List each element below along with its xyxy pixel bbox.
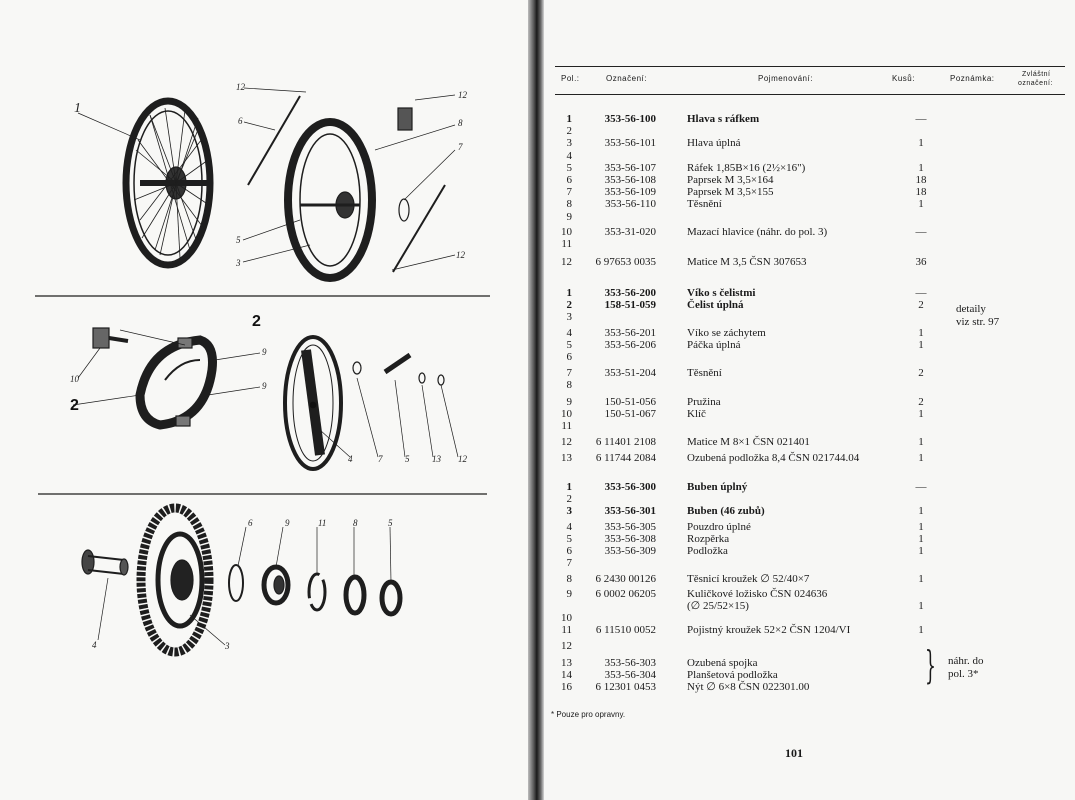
cell-code: 353-31-020 [604, 225, 656, 238]
cell-qty: 1 [918, 407, 924, 420]
callout-13: 13 [432, 454, 441, 464]
cell-name: Páčka úplná [687, 338, 741, 351]
cell-qty: — [915, 113, 927, 125]
cell-pos: 10 [561, 407, 572, 420]
cell-name: Těsnění [687, 367, 722, 380]
table-row [0, 505, 1075, 518]
table-row [0, 174, 1075, 187]
cell-pos: 11 [561, 420, 572, 432]
callout-3b: 3 [225, 641, 230, 651]
cell-name: Hlava s ráfkem [687, 113, 760, 125]
cell-name: Rozpěrka [687, 532, 730, 545]
cell-pos: 9 [566, 395, 572, 408]
table-row [0, 287, 1075, 300]
cell-name: Podložka [687, 545, 728, 557]
cell-pos: 2 [566, 493, 572, 506]
cell-code: 6 11401 2108 [595, 436, 656, 449]
cell-code: 353-56-308 [604, 532, 656, 545]
table-row [0, 612, 1075, 625]
cell-pos: 6 [566, 174, 572, 186]
cell-name: Matice M 3,5 ČSN 307653 [687, 256, 807, 269]
cell-pos: 7 [566, 367, 572, 380]
table-row [0, 420, 1075, 433]
cell-pos: 4 [566, 326, 572, 339]
header-special-2: označení: [1018, 80, 1053, 87]
cell-pos: 2 [566, 125, 572, 138]
cell-name: Víko s čelistmi [687, 287, 756, 299]
cell-pos: 7 [566, 557, 572, 570]
cell-qty: 1 [918, 545, 924, 557]
header-pos: Pol.: [561, 74, 580, 83]
cell-qty: 1 [918, 338, 924, 351]
cell-pos: 8 [566, 198, 572, 211]
cell-pos: 13 [561, 656, 572, 669]
cell-pos: 8 [566, 573, 572, 586]
cell-code: 353-56-200 [604, 287, 656, 299]
table-row [0, 186, 1075, 199]
cell-code: 6 11510 0052 [595, 624, 656, 637]
cell-pos: 14 [561, 668, 572, 681]
brace: } [925, 643, 936, 687]
table-top-rule [555, 66, 1065, 67]
callout-6: 6 [238, 116, 243, 126]
cell-qty: 1 [918, 137, 924, 150]
cell-qty: — [915, 225, 927, 238]
table-row [0, 408, 1075, 421]
table-row [0, 545, 1075, 558]
callout-4b: 4 [92, 640, 97, 650]
cell-qty: — [915, 481, 927, 493]
cell-name: Nýt ∅ 6×8 ČSN 022301.00 [687, 681, 810, 693]
table-row [0, 669, 1075, 682]
table-row [0, 521, 1075, 534]
table-row [0, 311, 1075, 324]
cell-name: Ráfek 1,85B×16 (2½×16") [687, 161, 806, 174]
cell-pos: 3 [566, 137, 572, 150]
cell-code: 353-56-100 [604, 113, 656, 125]
cell-pos: 4 [566, 520, 572, 533]
callout-9a: 9 [262, 347, 267, 357]
cell-pos: 16 [561, 681, 572, 693]
cell-name: Matice M 8×1 ČSN 021401 [687, 436, 810, 449]
table-row [0, 452, 1075, 465]
cell-code: 6 12301 0453 [595, 681, 656, 693]
cell-code: 353-56-107 [604, 161, 656, 174]
cell-pos: 12 [561, 436, 572, 449]
callout-11: 11 [318, 518, 327, 528]
cell-name: Mazací hlavice (náhr. do pol. 3) [687, 225, 828, 238]
cell-code: 353-56-108 [604, 174, 656, 186]
cell-qty: 1 [918, 505, 924, 518]
cell-name: Buben (46 zubů) [687, 505, 765, 518]
table-row [0, 327, 1075, 340]
callout-7: 7 [458, 142, 463, 152]
cell-name: Ozubená spojka [687, 656, 758, 669]
cell-pos: 4 [566, 149, 572, 162]
table-row [0, 600, 1075, 613]
table-row [0, 198, 1075, 211]
callout-12b: 12 [458, 90, 467, 100]
table-row [0, 367, 1075, 380]
cell-code: 353-56-109 [604, 186, 656, 199]
table-row [0, 299, 1075, 312]
cell-qty: 1 [918, 198, 924, 211]
cell-pos: 3 [566, 311, 572, 324]
cell-code: 353-56-301 [604, 505, 656, 518]
table-row [0, 162, 1075, 175]
cell-qty: 1 [918, 452, 924, 465]
table-row [0, 588, 1075, 601]
note-nahr-pol: pol. 3* [948, 668, 979, 680]
table-row [0, 211, 1075, 224]
cell-qty: 1 [918, 573, 924, 586]
cell-qty: 2 [918, 299, 924, 312]
cell-code: 6 97653 0035 [595, 256, 656, 269]
callout-12a: 12 [236, 82, 245, 92]
table-row [0, 681, 1075, 694]
cell-qty: — [915, 287, 927, 299]
header-name: Pojmenování: [758, 74, 813, 83]
cell-pos: 7 [566, 186, 572, 199]
table-row [0, 226, 1075, 239]
page-number: 101 [785, 746, 803, 760]
callout-3: 3 [236, 258, 241, 268]
callout-5c: 5 [388, 518, 393, 528]
callout-1: 1 [74, 101, 81, 116]
callout-2-upper: 2 [252, 313, 261, 330]
cell-name: Těsnění [687, 198, 722, 211]
cell-pos: 9 [566, 210, 572, 223]
note-detaily: detaily [956, 303, 986, 315]
header-qty: Kusů: [892, 74, 915, 83]
cell-pos: 2 [566, 299, 572, 312]
cell-pos: 11 [561, 238, 572, 250]
callout-8: 8 [458, 118, 463, 128]
note-detaily-page: viz str. 97 [956, 316, 1000, 328]
table-row [0, 137, 1075, 150]
header-special-1: Zvláštní [1022, 71, 1051, 78]
cell-code: 353-56-201 [604, 326, 656, 339]
table-row [0, 481, 1075, 494]
cell-pos: 12 [561, 640, 572, 653]
cell-qty: 1 [918, 436, 924, 449]
table-row [0, 436, 1075, 449]
callout-2-lower: 2 [70, 397, 79, 414]
cell-pos: 13 [561, 452, 572, 465]
cell-code: 353-51-204 [604, 367, 656, 380]
cell-code: 353-56-110 [605, 198, 656, 211]
table-row [0, 624, 1075, 637]
table-row [0, 657, 1075, 670]
table-row [0, 150, 1075, 163]
cell-qty: 1 [918, 599, 924, 612]
cell-name: Kuličkové ložisko ČSN 024636 [687, 587, 828, 600]
cell-code: 353-56-300 [604, 481, 656, 493]
table-row [0, 238, 1075, 251]
callout-6b: 6 [248, 518, 253, 528]
cell-name: Klíč [687, 407, 706, 420]
cell-name: Těsnicí kroužek ∅ 52/40×7 [687, 573, 810, 586]
cell-name: Ozubená podložka 8,4 ČSN 021744.04 [687, 452, 860, 465]
cell-pos: 6 [566, 545, 572, 557]
cell-pos: 3 [566, 505, 572, 518]
callout-12c: 12 [456, 250, 465, 260]
cell-code: 6 0002 06205 [595, 587, 656, 600]
cell-code: 353-56-303 [604, 656, 656, 669]
cell-code: 353-56-305 [604, 520, 656, 533]
callout-4: 4 [348, 454, 353, 464]
cell-qty: 36 [915, 256, 927, 269]
callout-5b: 5 [405, 454, 410, 464]
callout-7b: 7 [378, 454, 383, 464]
table-row [0, 351, 1075, 364]
cell-name: Pružina [687, 395, 721, 408]
table-row [0, 640, 1075, 653]
cell-code: 150-51-056 [604, 395, 656, 408]
cell-name: Čelist úplná [687, 299, 744, 312]
table-row [0, 125, 1075, 138]
cell-code: 353-56-101 [604, 137, 656, 150]
cell-code: 6 11744 2084 [595, 452, 656, 465]
footnote: * Pouze pro opravny. [551, 710, 626, 719]
cell-qty: 1 [918, 532, 924, 545]
cell-name: Hlava úplná [687, 137, 741, 150]
cell-name: Pouzdro úplné [687, 520, 751, 533]
cell-pos: 1 [566, 481, 572, 493]
cell-qty: 1 [918, 624, 924, 637]
cell-qty: 1 [918, 161, 924, 174]
table-row [0, 379, 1075, 392]
cell-pos: 11 [561, 624, 572, 637]
cell-pos: 5 [566, 532, 572, 545]
cell-name: Paprsek M 3,5×164 [687, 174, 774, 186]
cell-pos: 6 [566, 351, 572, 363]
callout-10: 10 [70, 374, 79, 384]
note-nahr: náhr. do [948, 655, 984, 667]
cell-pos: 10 [561, 225, 572, 238]
cell-pos: 12 [561, 256, 572, 269]
cell-name: Paprsek M 3,5×155 [687, 186, 774, 199]
cell-qty: 18 [915, 186, 927, 199]
callout-9b: 9 [262, 381, 267, 391]
callout-5: 5 [236, 235, 241, 245]
table-row [0, 113, 1075, 126]
cell-code: 6 2430 00126 [595, 573, 656, 586]
cell-code: 353-56-309 [604, 545, 656, 557]
cell-name: Buben úplný [687, 481, 748, 493]
cell-qty: 1 [918, 520, 924, 533]
cell-code: 150-51-067 [604, 407, 656, 420]
header-bottom-rule [555, 94, 1065, 95]
table-row [0, 396, 1075, 409]
cell-pos: 9 [566, 587, 572, 600]
cell-pos: 5 [566, 338, 572, 351]
cell-pos: 1 [566, 113, 572, 125]
table-row [0, 557, 1075, 570]
table-row [0, 533, 1075, 546]
cell-qty: 2 [918, 367, 924, 380]
cell-name: (∅ 25/52×15) [687, 599, 749, 612]
cell-pos: 1 [566, 287, 572, 299]
cell-name: Víko se záchytem [687, 326, 766, 339]
cell-qty: 18 [915, 174, 927, 186]
callout-12d: 12 [458, 454, 467, 464]
cell-code: 353-56-304 [604, 668, 656, 681]
cell-name: Pojistný kroužek 52×2 ČSN 1204/VI [687, 624, 851, 637]
cell-pos: 8 [566, 379, 572, 392]
header-note: Poznámka: [950, 74, 995, 83]
cell-qty: 2 [918, 395, 924, 408]
table-row [0, 573, 1075, 586]
cell-code: 353-56-206 [604, 338, 656, 351]
cell-pos: 10 [561, 612, 572, 624]
cell-qty: 1 [918, 326, 924, 339]
callout-8b: 8 [353, 518, 358, 528]
table-row [0, 256, 1075, 269]
callout-9c: 9 [285, 518, 290, 528]
header-code: Označení: [606, 74, 647, 83]
cell-name: Planšetová podložka [687, 668, 778, 681]
cell-pos: 5 [566, 161, 572, 174]
table-row [0, 493, 1075, 506]
cell-code: 158-51-059 [604, 299, 656, 312]
table-row [0, 339, 1075, 352]
